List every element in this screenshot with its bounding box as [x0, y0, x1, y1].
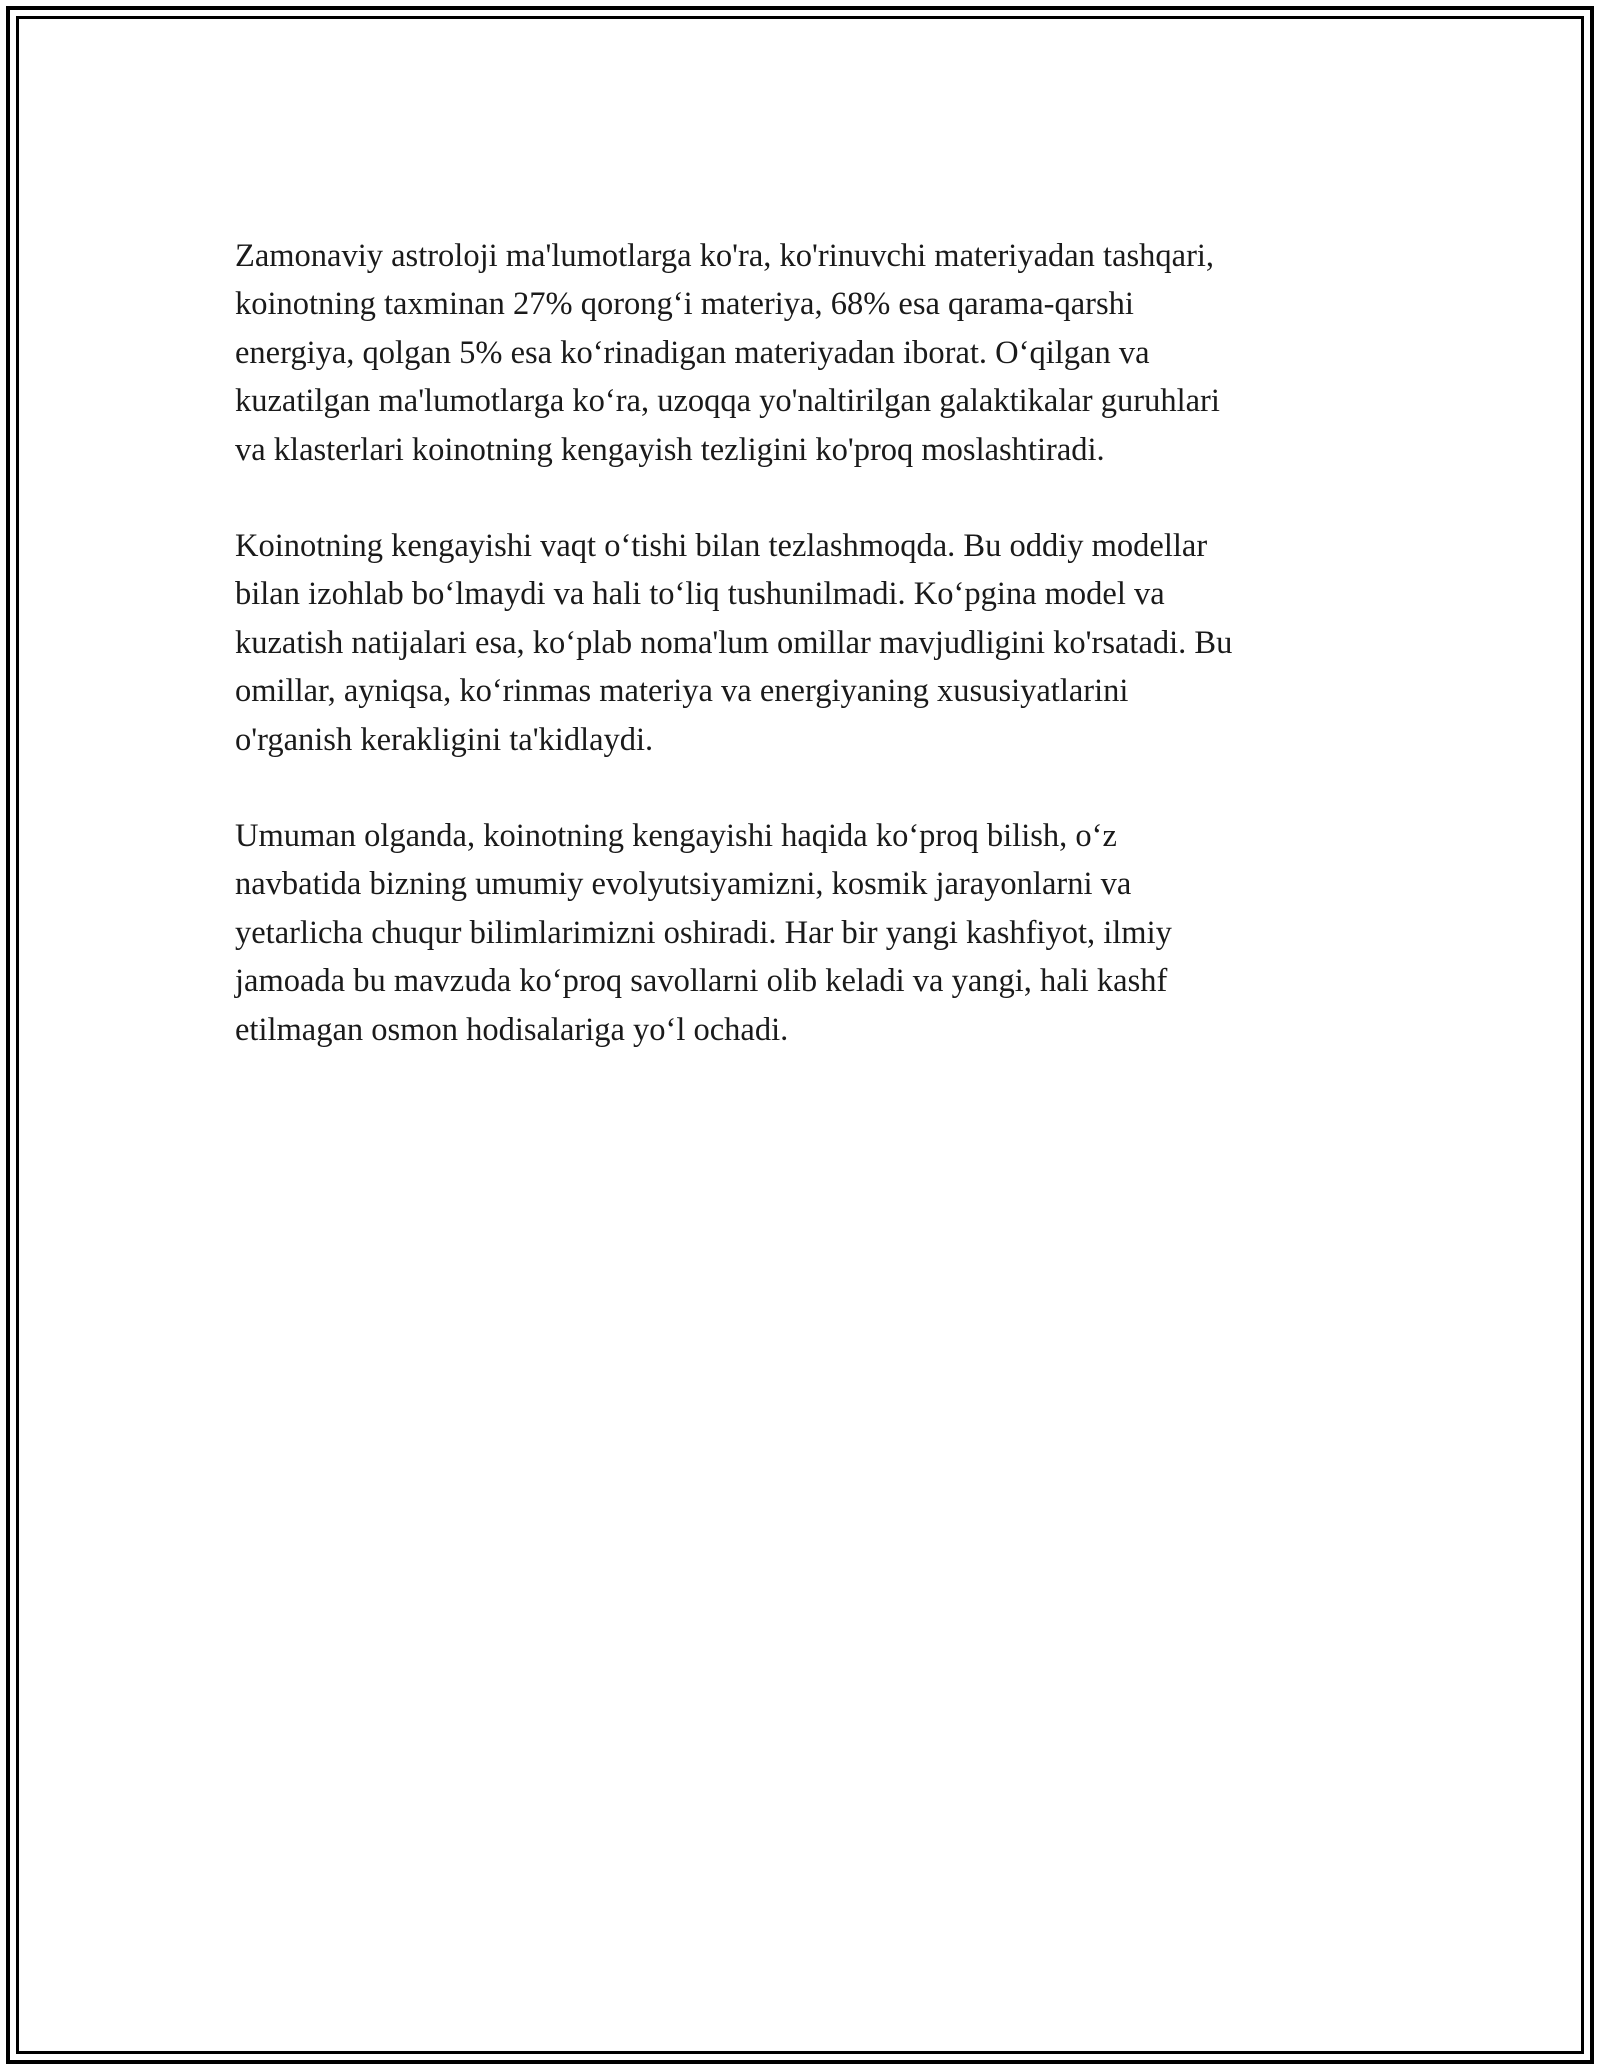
paragraph-line: va klasterlari koinotning kengayish tezligini ko'proq moslashtiradi. [235, 431, 1105, 468]
paragraph-2 [235, 522, 1395, 764]
paragraph-line: etilmagan osmon hodisalariga yo‘l ochadi. [235, 1011, 789, 1048]
paragraph-line: energiya, qolgan 5% esa ko‘rinadigan materiyadan iborat. O‘qilgan va [235, 334, 1150, 371]
paragraph-line: navbatida bizning umumiy evolyutsiyamizni, kosmik jarayonlarni va [235, 866, 1132, 903]
paragraph-line: omillar, ayniqsa, ko‘rinmas materiya va energiyaning xususiyatlarini [235, 673, 1129, 710]
paragraph-line: koinotning taxminan 27% qorong‘i materiya, 68% esa qarama-qarshi [235, 286, 1134, 323]
paragraph-line: kuzatilgan ma'lumotlarga ko‘ra, uzoqqa yo'naltirilgan galaktikalar guruhlari [235, 383, 1220, 420]
paragraph-3 [235, 812, 1395, 1054]
paragraph-line: kuzatish natijalari esa, ko‘plab noma'lum omillar mavjudligini ko'rsatadi. Bu [235, 624, 1233, 661]
paragraph-1 [235, 232, 1395, 474]
document-body [235, 232, 1395, 1102]
paragraph-line: o'rganish kerakligini ta'kidlaydi. [235, 721, 654, 758]
paragraph-line: Koinotning kengayishi vaqt o‘tishi bilan tezlashmoqda. Bu oddiy modellar [235, 528, 1208, 565]
paragraph-line: yetarlicha chuqur bilimlarimizni oshiradi. Har bir yangi kashfiyot, ilmiy [235, 914, 1172, 951]
paragraph-line: Zamonaviy astroloji ma'lumotlarga ko'ra, ko'rinuvchi materiyadan tashqari, [235, 238, 1215, 274]
paragraph-line: bilan izohlab bo‘lmaydi va hali to‘liq tushunilmadi. Ko‘pgina model va [235, 576, 1165, 613]
paragraph-line: jamoada bu mavzuda ko‘proq savollarni olib keladi va yangi, hali kashf [235, 963, 1168, 1000]
paragraph-line: Umuman olganda, koinotning kengayishi haqida ko‘proq bilish, o‘z [235, 818, 1117, 855]
